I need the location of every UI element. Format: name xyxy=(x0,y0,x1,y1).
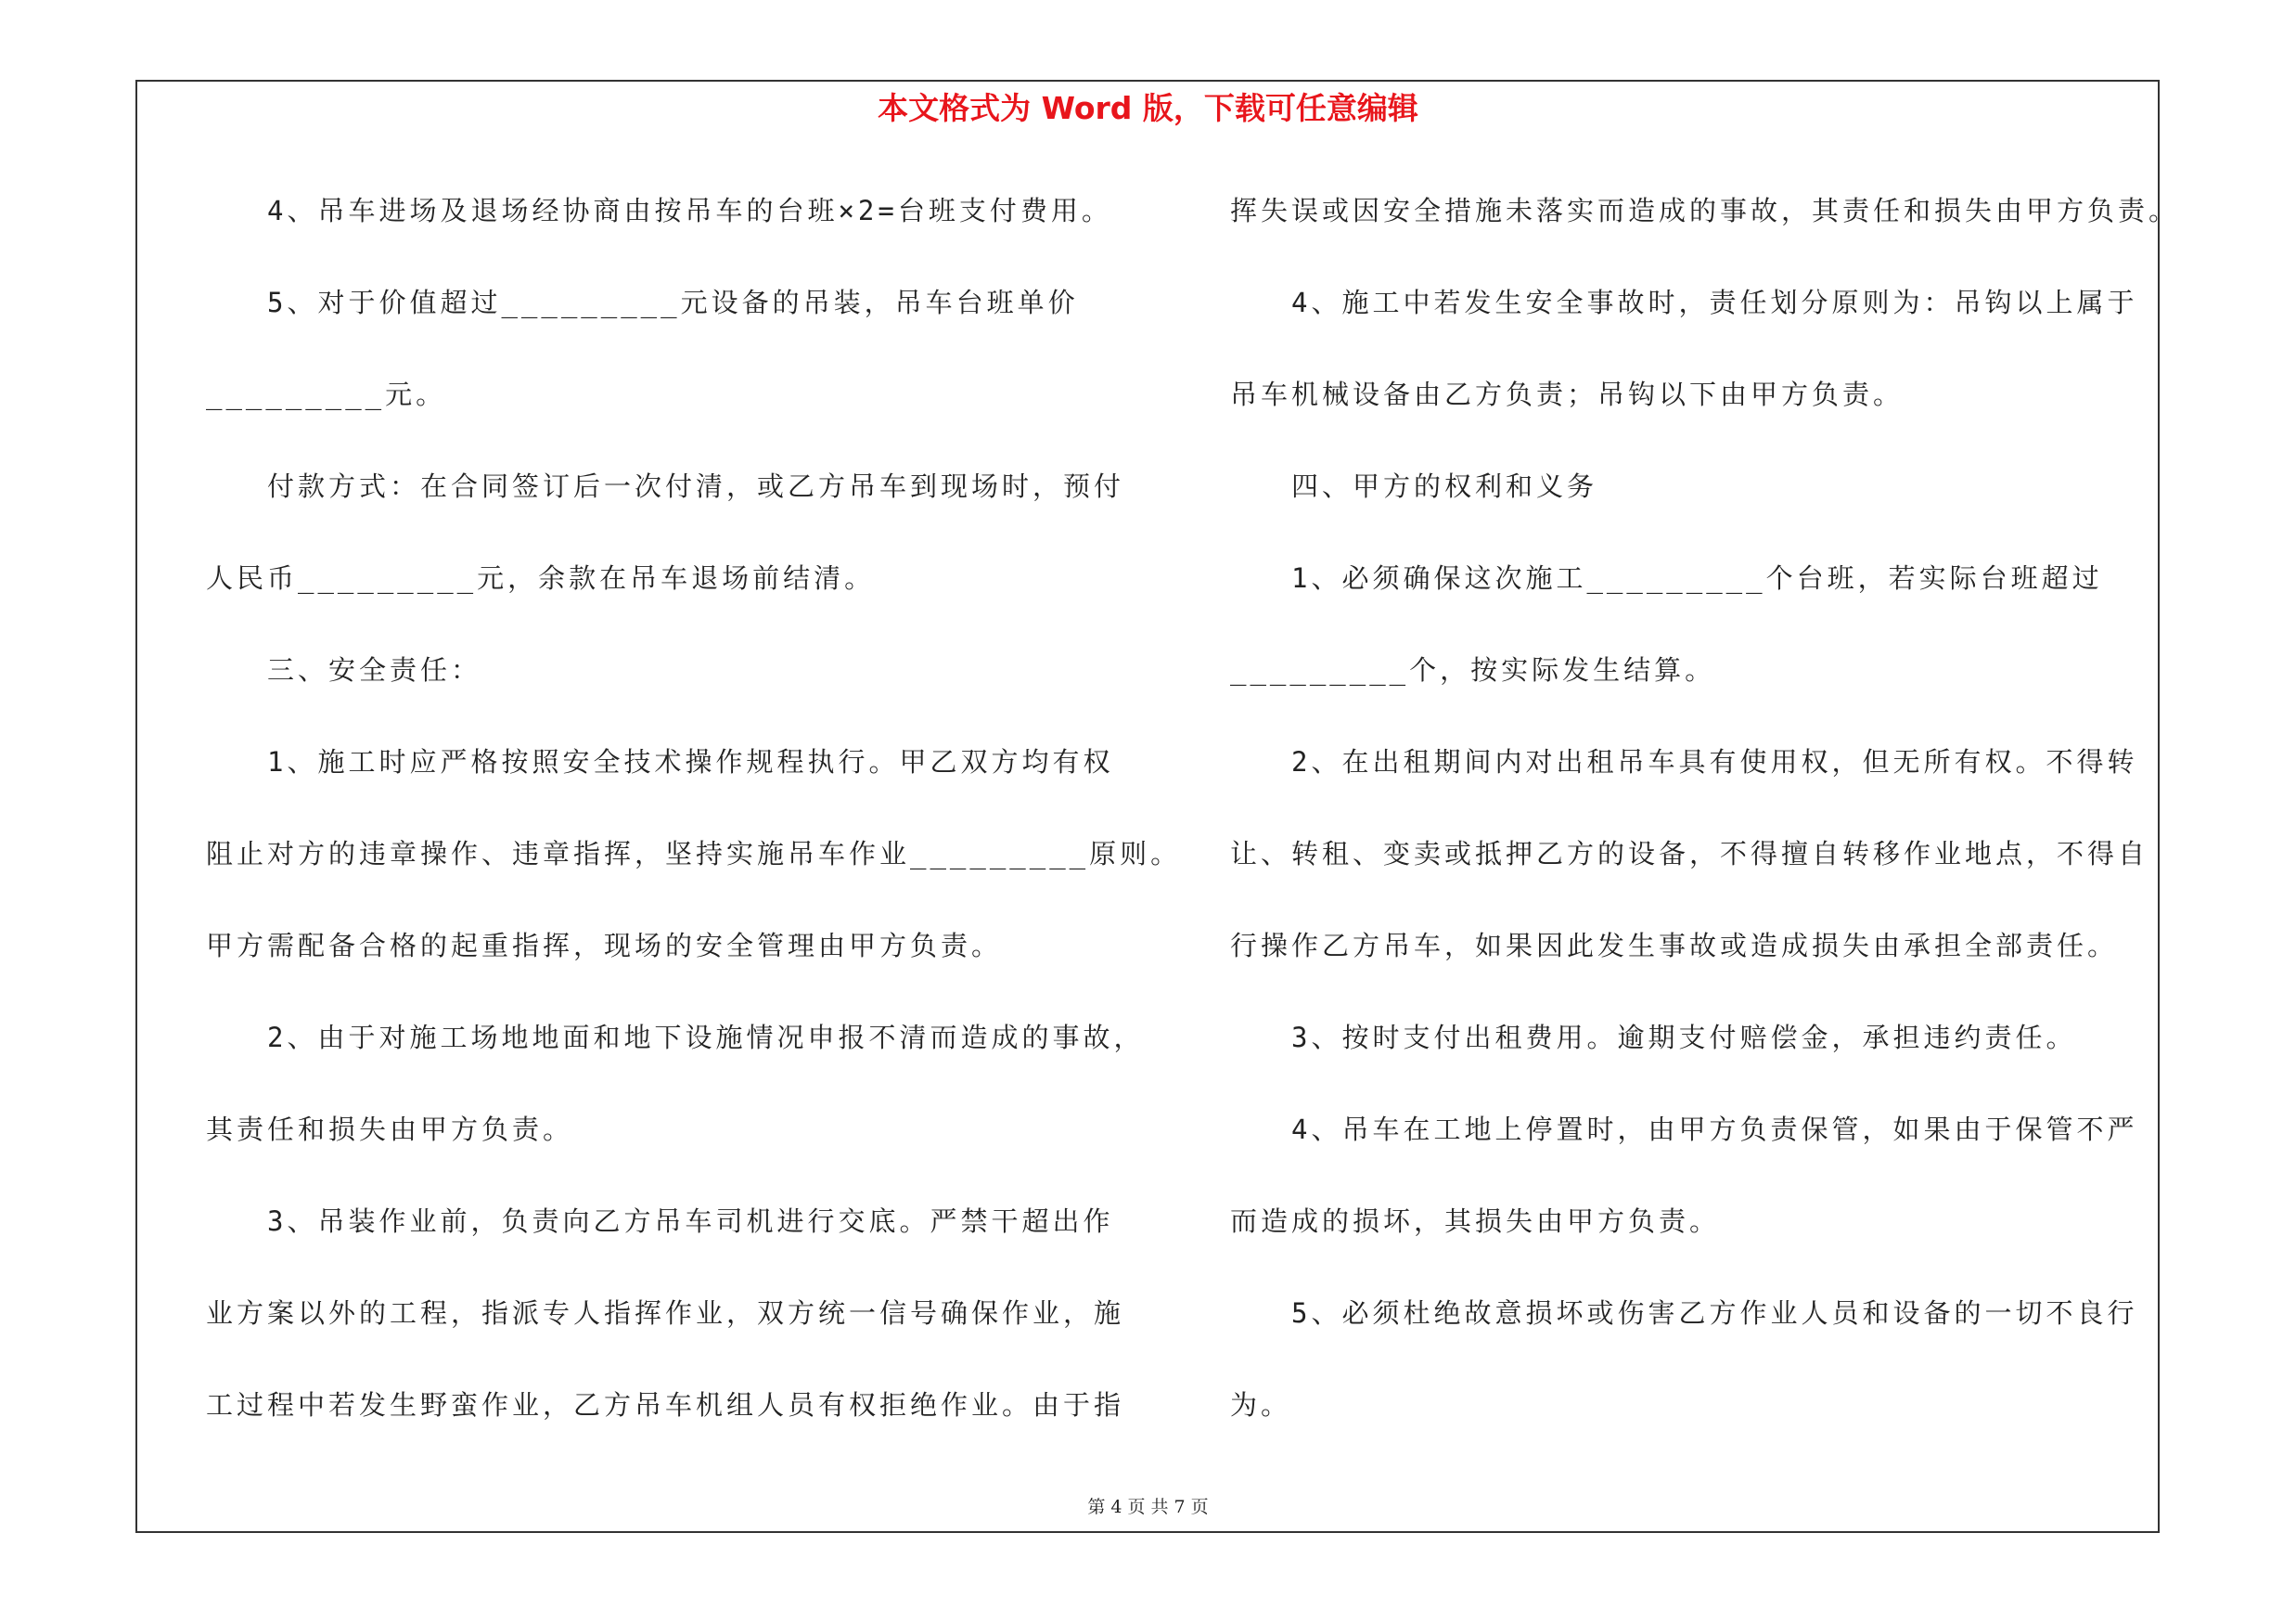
paragraph-line: _________元。 xyxy=(206,379,447,410)
paragraph-line: 付款方式：在合同签订后一次付清，或乙方吊车到现场时，预付 xyxy=(267,470,1125,502)
page-number-footer: 第 4 页 共 7 页 xyxy=(1087,1497,1209,1517)
paragraph-line: 2、由于对施工场地地面和地下设施情况申报不清而造成的事故， xyxy=(267,1022,1145,1053)
paragraph-line: 三、安全责任： xyxy=(267,654,482,686)
paragraph-line: 而造成的损坏，其损失由甲方负责。 xyxy=(1230,1205,1721,1237)
paragraph-line: 四、甲方的权利和义务 xyxy=(1291,470,1598,502)
paragraph-line: 工过程中若发生野蛮作业，乙方吊车机组人员有权拒绝作业。由于指 xyxy=(206,1389,1125,1421)
paragraph-line: 为。 xyxy=(1230,1389,1292,1421)
paragraph-line: 阻止对方的违章操作、违章指挥，坚持实施吊车作业_________原则。 xyxy=(206,838,1182,869)
paragraph-line: 行操作乙方吊车，如果因此发生事故或造成损失由承担全部责任。 xyxy=(1230,930,2119,961)
paragraph-line: 让、转租、变卖或抵押乙方的设备，不得擅自转移作业地点，不得自 xyxy=(1230,838,2149,869)
paragraph-line: 其责任和损失由甲方负责。 xyxy=(206,1114,574,1145)
paragraph-line: 挥失误或因安全措施未落实而造成的事故，其责任和损失由甲方负责。 xyxy=(1230,195,2180,226)
word-format-banner: 本文格式为 Word 版，下载可任意编辑 xyxy=(878,90,1418,126)
paragraph-line: 1、施工时应严格按照安全技术操作规程执行。甲乙双方均有权 xyxy=(267,746,1114,778)
paragraph-line: 甲方需配备合格的起重指挥，现场的安全管理由甲方负责。 xyxy=(206,930,1003,961)
paragraph-line: 吊车机械设备由乙方负责；吊钩以下由甲方负责。 xyxy=(1230,379,1905,410)
paragraph-line: 5、必须杜绝故意损坏或伤害乙方作业人员和设备的一切不良行 xyxy=(1291,1297,2138,1329)
paragraph-line: _________个，按实际发生结算。 xyxy=(1230,654,1716,686)
paragraph-line: 人民币_________元，余款在吊车退场前结清。 xyxy=(206,562,876,594)
left-text-column xyxy=(206,184,1182,1470)
paragraph-line: 业方案以外的工程，指派专人指挥作业，双方统一信号确保作业，施 xyxy=(206,1297,1125,1329)
paragraph-line: 4、吊车在工地上停置时，由甲方负责保管，如果由于保管不严 xyxy=(1291,1114,2138,1145)
paragraph-line: 3、吊装作业前，负责向乙方吊车司机进行交底。严禁干超出作 xyxy=(267,1205,1114,1237)
paragraph-line: 4、施工中若发生安全事故时，责任划分原则为：吊钩以上属于 xyxy=(1291,287,2138,318)
paragraph-line: 5、对于价值超过_________元设备的吊装，吊车台班单价 xyxy=(267,287,1079,318)
paragraph-line: 2、在出租期间内对出租吊车具有使用权，但无所有权。不得转 xyxy=(1291,746,2138,778)
paragraph-line: 4、吊车进场及退场经协商由按吊车的台班×2=台班支付费用。 xyxy=(267,195,1112,226)
paragraph-line: 3、按时支付出租费用。逾期支付赔偿金，承担违约责任。 xyxy=(1291,1022,2077,1053)
paragraph-line: 1、必须确保这次施工_________个台班，若实际台班超过 xyxy=(1291,562,2103,594)
right-text-column xyxy=(1230,184,2180,1470)
